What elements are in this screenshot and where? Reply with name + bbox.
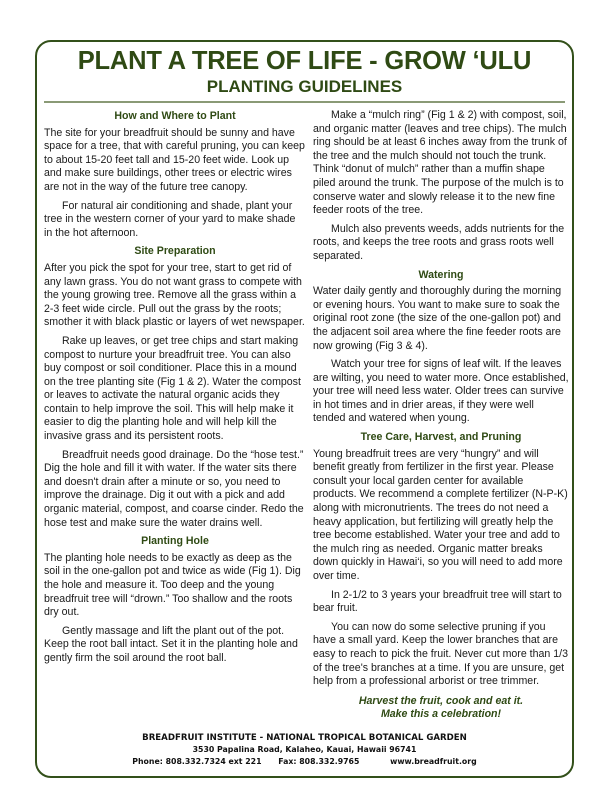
divider (44, 101, 565, 103)
paragraph: You can now do some selective pruning if you have a small yard. Keep the lower branches that are easy to reach to pick the fruit. Never cut more than 1/3 of the tree's branches at a time. If you are unsure, get help from a professional arborist or tree trimmer. (313, 620, 568, 688)
spacer (44, 722, 565, 728)
page-title: PLANT A TREE OF LIFE - GROW ‘ULU (77, 47, 532, 75)
paragraph: The planting hole needs to be exactly as deep as the soil in the one-gallon pot and twice as wide (Fig 1). Dig the hole and measure it. Too deep and the young breadfruit tree will “drown.” Too shallow and the roots dry out. (44, 551, 301, 619)
closing-line-2: Make this a celebration! (380, 708, 502, 721)
paragraph: Mulch also prevents weeds, adds nutrients for the roots, and keeps the tree roots and grass roots well separated. (313, 222, 565, 262)
paragraph: After you pick the spot for your tree, start to get rid of any lawn grass. You do not want grass to compete with the young growing tree. Remove all the grass within a 2-3 feet wide circle. Pull out the grass by the roots; smother it with black plastic or layers of wet newspaper. (44, 261, 305, 329)
footer-org: BREADFRUIT INSTITUTE - NATIONAL TROPICAL BOTANICAL GARDEN (142, 732, 467, 743)
paragraph: Rake up leaves, or get tree chips and start making compost to nurture your breadfruit tree. You can also buy compost or soil conditioner. Place this in a mound on the tree planting site (Fig 1 & 2). Water the compost or leaves to activate the natural organic acids they contain to help improve the soil. This will help make it easier to dig the planting hole and will help kill the invasive grass and its persistent roots. (44, 334, 301, 443)
paragraph: The site for your breadfruit should be sunny and have space for a tree, that with careful pruning, you can keep to about 15-20 feet tall and 15-20 feet wide. Look up and make sure buildings, other trees or electric wires are not in the way of the future tree canopy. (44, 126, 305, 193)
closing-message (313, 695, 569, 722)
heading-how-where: How and Where to Plant (114, 110, 236, 122)
paragraph: In 2-1/2 to 3 years your breadfruit tree will start to bear fruit. (313, 588, 562, 615)
footer-phone: Phone: 808.332.7324 ext 221 (132, 756, 262, 766)
paragraph: Breadfruit needs good drainage. Do the “hose test.” Dig the hole and fill it with water. If the water sits there and doesn't drain after a minute or so, you need to improve the drainage. Dig it out with a pick and add organic material, compost, and coarse cinder. Redo the hose test and make sure the water drains well. (44, 448, 304, 529)
heading-planting-hole: Planting Hole (141, 535, 209, 548)
paragraph: For natural air conditioning and shade, plant your tree in the western corner of your yard to make shade in the hot afternoon. (44, 199, 296, 239)
paragraph: Make a “mulch ring” (Fig 1 & 2) with compost, soil, and organic matter (leaves and tree chips). The mulch ring should be at least 6 inches away from the trunk of the tree and the mulch should not touch the trunk. Think “donut of mulch” rather than a muffin shape piled around the trunk. The purpose of the mulch is to conserve water and slowly release it to the new fine feeder roots of the tree. (313, 109, 567, 217)
content-columns (44, 109, 569, 722)
footer-fax: Fax: 808.332.9765 (278, 756, 360, 766)
closing-line-1: Harvest the fruit, cook and eat it. (358, 694, 524, 707)
paragraph: Young breadfruit trees are very “hungry” and will benefit greatly from fertilizer in the first year. Please consult your local garden center for available products. We recommend a complete fertilizer (N-P-K) along with micronutrients. The trees do not need a heavy application, but fertilizing will greatly help the tree become established. Water your tree and add to the mulch ring as needed. Organic matter breaks down quickly in Hawai‘i, so you will need to add more over time. (313, 447, 568, 582)
paragraph: Gently massage and lift the plant out of the pot. Keep the root ball intact. Set it in the planting hole and gently firm the soil around the root ball. (44, 624, 298, 664)
left-column (44, 109, 306, 722)
page-border (35, 40, 574, 778)
heading-site-preparation: Site Preparation (134, 245, 216, 258)
page-subtitle: PLANTING GUIDELINES (206, 77, 403, 96)
right-column (313, 109, 569, 722)
footer-website[interactable]: www.breadfruit.org (390, 756, 477, 766)
footer-address: 3530 Papalina Road, Kalaheo, Kauai, Hawaii 96741 (192, 744, 417, 754)
footer (44, 732, 565, 768)
heading-tree-care: Tree Care, Harvest, and Pruning (360, 431, 522, 444)
paragraph: Water daily gently and thoroughly during the morning or evening hours. You want to make sure to soak the original root zone (the size of the one-gallon pot) and the adjacent soil area where the fine feeder roots are now growing (Fig 3 & 4). (313, 285, 562, 352)
paragraph: Watch your tree for signs of leaf wilt. If the leaves are wilting, you need to water more. Once established, your tree will need less water. Older trees can survive in hot times and in drier areas, if they were well tended and watered when young. (313, 358, 569, 425)
heading-watering: Watering (418, 268, 464, 281)
